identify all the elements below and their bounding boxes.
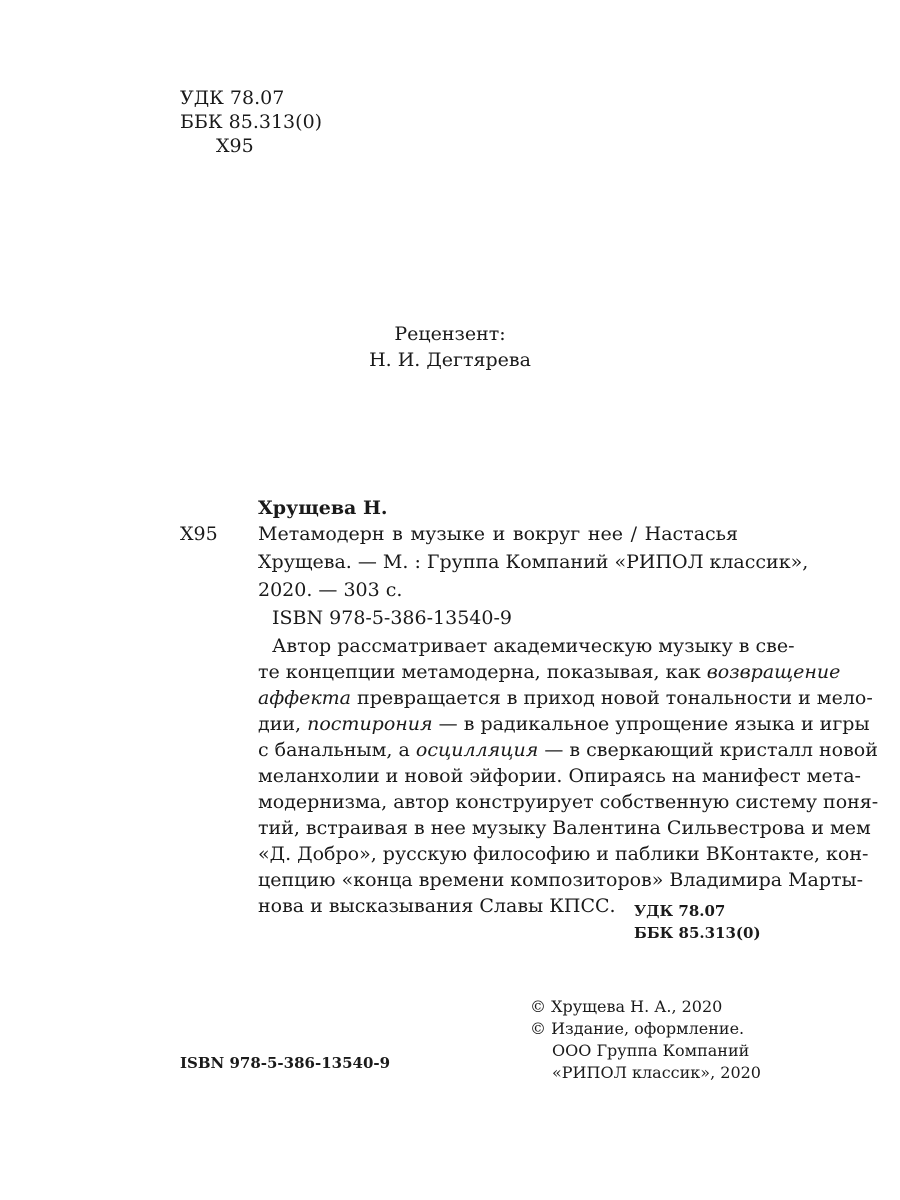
annotation-italic: постирония — [307, 713, 433, 735]
isbn-line: ISBN 978-5-386-13540-9 — [272, 607, 512, 629]
bbk-classification: ББК 85.313(0) — [634, 924, 761, 942]
entry-line-1: Метамодерн в музыке и вокруг нее / Настасья — [258, 523, 738, 545]
annotation-italic: аффекта — [258, 687, 352, 709]
annotation-line — [258, 712, 870, 736]
annotation-line — [258, 738, 878, 762]
annotation-line: нова и высказывания Славы КПСС. — [258, 895, 616, 917]
entry-line-2: Хрущева. — М. : Группа Компаний «РИПОЛ классик», — [258, 551, 809, 573]
entry-line-3: 2020. — 303 с. — [258, 579, 403, 601]
annotation-text: с банальным, а — [258, 739, 416, 761]
annotation-line: меланхолии и новой эйфории. Опираясь на манифест мета- — [258, 765, 861, 787]
annotation-text: те концепции метамодерна, показывая, как — [258, 661, 707, 683]
author-code-left: Х95 — [180, 523, 218, 545]
copyright-line: © Хрущева Н. А., 2020 — [530, 997, 723, 1016]
annotation-text: дии, — [258, 713, 308, 735]
copyright-line: «РИПОЛ классик», 2020 — [552, 1063, 761, 1082]
annotation-text: — в сверкающий кристалл новой — [538, 739, 878, 761]
annotation-line: «Д. Добро», русскую философию и паблики ВКонтакте, кон- — [258, 843, 869, 865]
udk-top: УДК 78.07 — [180, 87, 285, 109]
annotation-line: Автор рассматривает академическую музыку в све- — [272, 635, 795, 657]
annotation-line — [258, 660, 841, 684]
annotation-line — [258, 686, 873, 710]
annotation-italic: осцилляция — [415, 739, 539, 761]
bbk-top: ББК 85.313(0) — [180, 111, 323, 133]
annotation-text: превращается в приход новой тональности и мело- — [351, 687, 873, 709]
author-heading: Хрущева Н. — [258, 497, 388, 519]
annotation-line: тий, встраивая в нее музыку Валентина Сильвестрова и мем — [258, 817, 871, 839]
annotation-italic: возвращение — [706, 661, 841, 683]
reviewer-label: Рецензент: — [394, 323, 506, 345]
copyright-line: ООО Группа Компаний — [552, 1041, 750, 1060]
annotation-text: — в радикальное упрощение языка и игры — [432, 713, 870, 735]
reviewer-name: Н. И. Дегтярева — [369, 349, 531, 371]
copyright-line: © Издание, оформление. — [530, 1019, 745, 1038]
isbn-bottom: ISBN 978-5-386-13540-9 — [180, 1054, 391, 1072]
author-code-top: Х95 — [216, 135, 254, 157]
annotation-line: цепцию «конца времени композиторов» Владимира Марты- — [258, 869, 864, 891]
udk-classification: УДК 78.07 — [634, 902, 726, 920]
annotation-line: модернизма, автор конструирует собственную систему поня- — [258, 791, 879, 813]
